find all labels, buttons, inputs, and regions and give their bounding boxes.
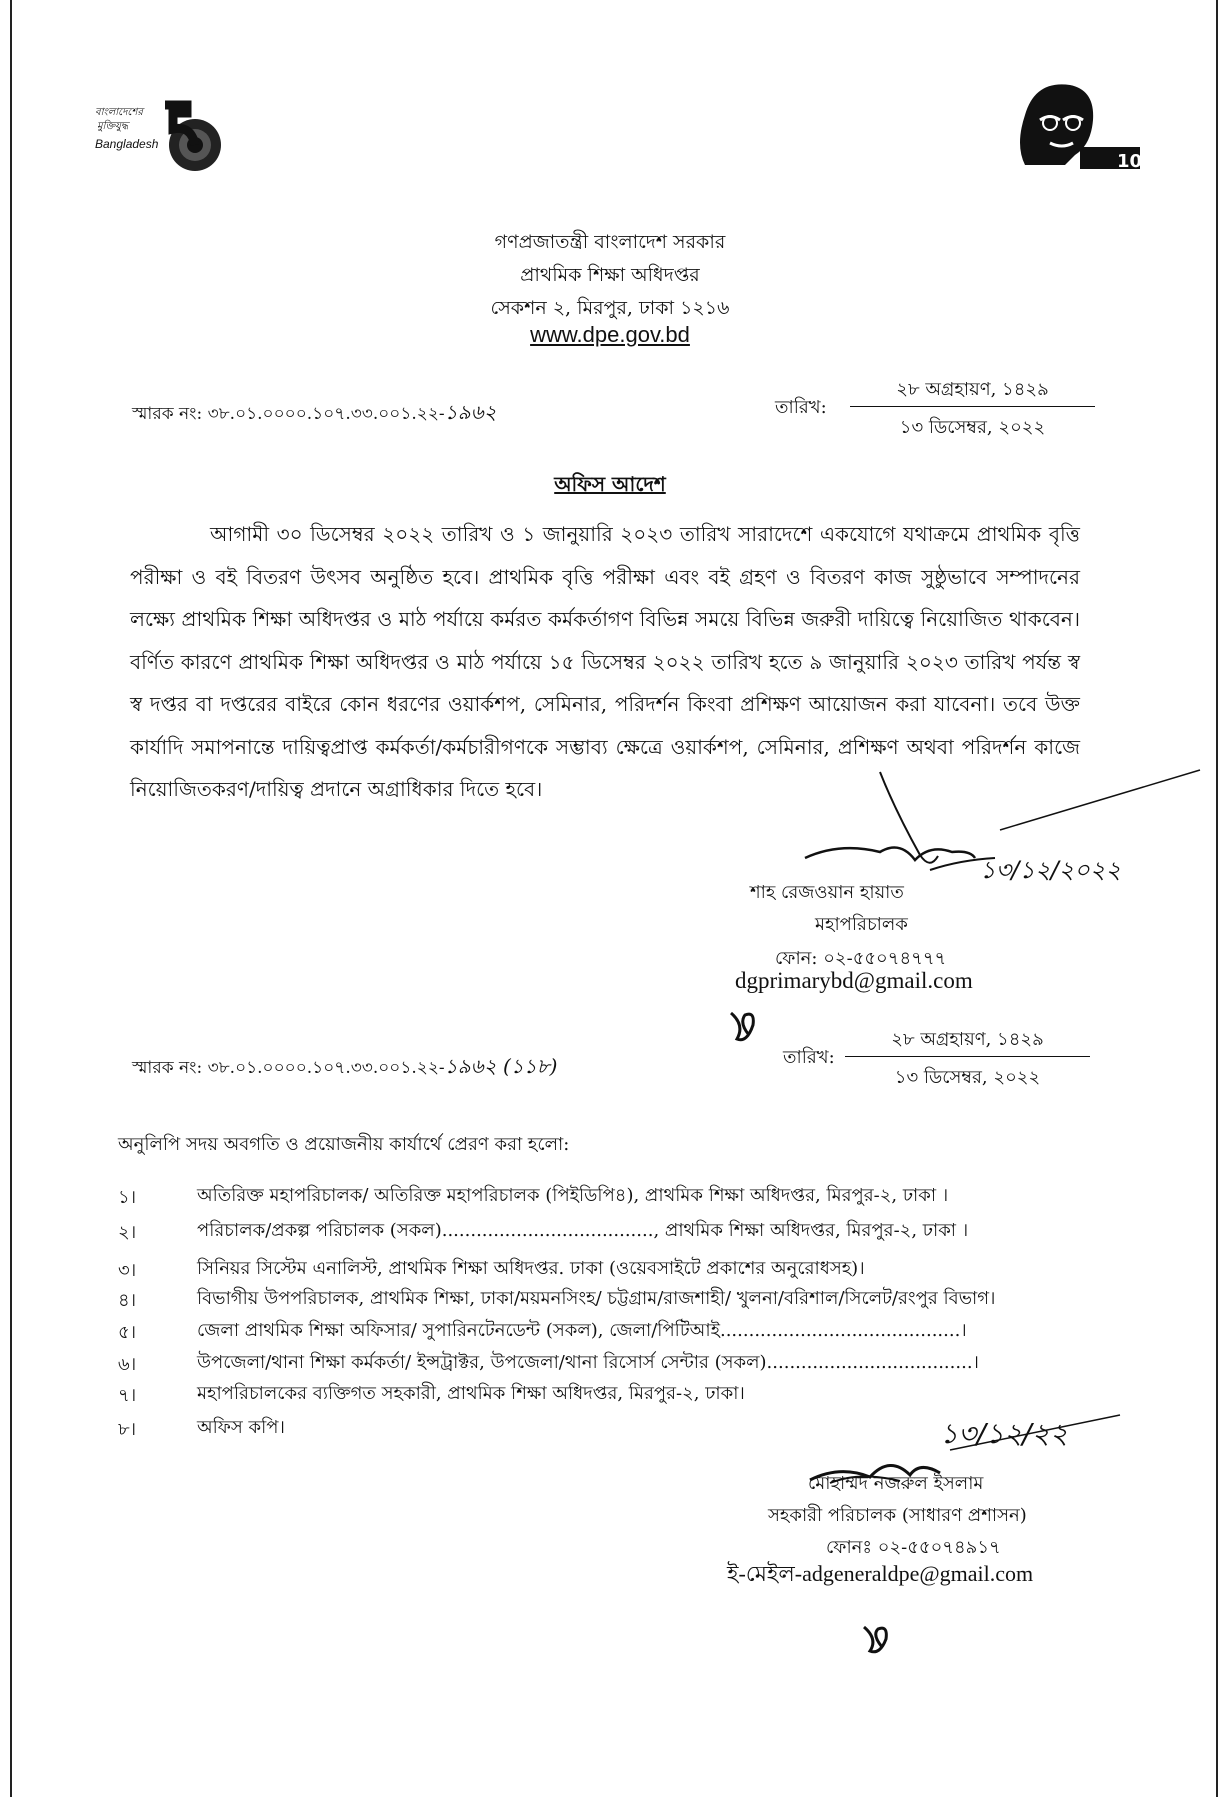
memo-number-1 <box>132 398 497 431</box>
cc-item-text: সিনিয়র সিস্টেম এনালিস্ট, প্রাথমিক শিক্ষা অধিদপ্তর. ঢাকা (ওয়েবসাইটে প্রকাশের অনুরোধসহ)। <box>197 1258 865 1279</box>
cc-item-text: অফিস কপি। <box>197 1417 285 1438</box>
cc-item-num: ২। <box>118 1222 137 1243</box>
svg-text:100: 100 <box>1117 151 1155 172</box>
logo-text-2: মুক্তিযুদ্ধ <box>97 121 129 132</box>
cc-item-text: পরিচালক/প্রকল্প পরিচালক (সকল)....................................., প্রাথমিক শিক্ষা অধিদপ্তর, মিরপুর-২, ঢাকা । <box>197 1220 969 1241</box>
website-link[interactable]: www.dpe.gov.bd <box>530 322 690 347</box>
signatory-1-phone: ফোন: ০২-৫৫০৭৪৭৭৭ <box>775 948 947 969</box>
memo-number-2-handwritten: ১৯৬২ (১১৮) <box>444 1054 558 1078</box>
cc-item-num: ৬। <box>118 1354 137 1375</box>
signatory-1-designation: মহাপরিচালক <box>815 914 908 935</box>
mujib-portrait-icon <box>1005 75 1155 180</box>
signatory-2-designation: সহকারী পরিচালক (সাধারণ প্রশাসন) <box>768 1505 1027 1526</box>
date-block-1 <box>850 375 1095 444</box>
cc-item-num: ১। <box>118 1187 137 1208</box>
cc-item-num: ৫। <box>118 1322 137 1343</box>
memo-number-label: স্মারক নং: ৩৮.০১.০০০০.১০৭.৩৩.০০১.২২- <box>132 404 445 424</box>
initial-mark-2-icon <box>858 1615 898 1659</box>
signatory-1-email[interactable]: dgprimarybd@gmail.com <box>735 968 973 993</box>
cc-item-num: ৮। <box>118 1419 137 1440</box>
memo-number-2-label: স্মারক নং: ৩৮.০১.০০০০.১০৭.৩৩.০০১.২২- <box>132 1058 445 1078</box>
cc-item-num: ৪। <box>118 1290 137 1311</box>
dept-address: সেকশন ২, মিরপুর, ঢাকা ১২১৬ <box>490 297 730 319</box>
gov-title: গণপ্রজাতন্ত্রী বাংলাদেশ সরকার <box>494 231 726 253</box>
date-label-1: তারিখ: <box>775 397 827 418</box>
date-block-2 <box>845 1025 1090 1094</box>
bangladesh-50-logo <box>95 85 235 205</box>
signatory-1-name: শাহ রেজওয়ান হায়াত <box>750 882 904 903</box>
date-bangla-2: ২৮ অগ্রহায়ণ, ১৪২৯ <box>891 1029 1044 1050</box>
date-label-2: তারিখ: <box>783 1047 835 1068</box>
date-bangla-1: ২৮ অগ্রহায়ণ, ১৪২৯ <box>896 379 1049 400</box>
cc-item-num: ৩। <box>118 1260 137 1281</box>
date-english-2: ১৩ ডিসেম্বর, ২০২২ <box>845 1056 1090 1094</box>
signatory-2-email[interactable]: ই-মেইল-adgeneraldpe@gmail.com <box>727 1561 1034 1586</box>
logo-text-3: Bangladesh <box>95 137 159 151</box>
cc-item-text: মহাপরিচালকের ব্যক্তিগত সহকারী, প্রাথমিক শিক্ষা অধিদপ্তর, মিরপুর-২, ঢাকা। <box>197 1383 745 1404</box>
memo-number-2 <box>132 1052 558 1085</box>
cc-item-num: ৭। <box>118 1385 137 1406</box>
signature-1-date: ১৩/১২/২০২২ <box>980 856 1121 884</box>
signatory-2-phone: ফোনঃ ০২-৫৫০৭৪৯১৭ <box>826 1537 1001 1558</box>
mujib-100-logo <box>1005 75 1155 180</box>
cc-item-text: অতিরিক্ত মহাপরিচালক/ অতিরিক্ত মহাপরিচালক (পিইডিপি৪), প্রাথমিক শিক্ষা অধিদপ্তর, মিরপুর-২, ঢাকা । <box>197 1185 949 1206</box>
cc-intro: অনুলিপি সদয় অবগতি ও প্রয়োজনীয় কার্যার্থে প্রেরণ করা হলো: <box>118 1134 570 1155</box>
cc-item-text: জেলা প্রাথমিক শিক্ষা অফিসার/ সুপারিনটেনডেন্ট (সকল), জেলা/পিটিআই..........................................। <box>197 1320 967 1341</box>
signature-2-date: ১৩/১২/২২ <box>940 1417 1069 1450</box>
dept-title: প্রাথমিক শিক্ষা অধিদপ্তর <box>520 264 700 286</box>
initial-mark-1-icon <box>725 1005 765 1049</box>
order-title: অফিস আদেশ <box>554 472 666 496</box>
cc-item-text: উপজেলা/থানা শিক্ষা কর্মকর্তা/ ইন্সট্রাক্টর, উপজেলা/থানা রিসোর্স সেন্টার (সকল)....................................। <box>197 1352 979 1373</box>
signatory-2-name: মোহাম্মদ নজরুল ইসলাম <box>808 1473 984 1494</box>
logo-text-1: বাংলাদেশের <box>95 107 143 118</box>
cc-item-text: বিভাগীয় উপপরিচালক, প্রাথমিক শিক্ষা, ঢাকা/ময়মনসিংহ/ চট্টগ্রাম/রাজশাহী/ খুলনা/বরিশাল/সিলেট/রংপুর বিভাগ। <box>197 1288 996 1309</box>
memo-number-handwritten: ১৯৬২ <box>444 400 497 424</box>
order-paragraph: আগামী ৩০ ডিসেম্বর ২০২২ তারিখ ও ১ জানুয়ারি ২০২৩ তারিখ সারাদেশে একযোগে যথাক্রমে প্রাথমিক বৃত্তি পরীক্ষা ও বই বিতরণ উৎসব অনুষ্ঠিত হবে। প্রাথমিক বৃত্তি পরীক্ষা এবং বই গ্রহণ ও বিতরণ কাজ সুষ্ঠুভাবে সম্পাদনের লক্ষ্যে প্রাথমিক শিক্ষা অধিদপ্তর ও মাঠ পর্যায়ে কর্মরত কর্মকর্তাগণ বিভিন্ন সময়ে বিভিন্ন জরুরী দায়িত্বে নিয়োজিত থাকবেন। বর্ণিত কারণে প্রাথমিক শিক্ষা অধিদপ্তর ও মাঠ পর্যায়ে ১৫ ডিসেম্বর ২০২২ তারিখ হতে ৯ জানুয়ারি ২০২৩ তারিখ পর্যন্ত স্ব স্ব দপ্তর বা দপ্তরের বাইরে কোন ধরণের ওয়ার্কশপ, সেমিনার, পরিদর্শন কিংবা প্রশিক্ষণ আয়োজন করা যাবেনা। তবে উক্ত কার্যাদি সমাপনান্তে দায়িত্বপ্রাপ্ত কর্মকর্তা/কর্মচারীগণকে সম্ভাব্য ক্ষেত্রে ওয়ার্কশপ, সেমিনার, প্রশিক্ষণ অথবা পরিদর্শন কাজে নিয়োজিতকরণ/দায়িত্ব প্রদানে অগ্রাধিকার দিতে হবে। <box>130 522 1080 801</box>
date-english-1: ১৩ ডিসেম্বর, ২০২২ <box>850 406 1095 444</box>
